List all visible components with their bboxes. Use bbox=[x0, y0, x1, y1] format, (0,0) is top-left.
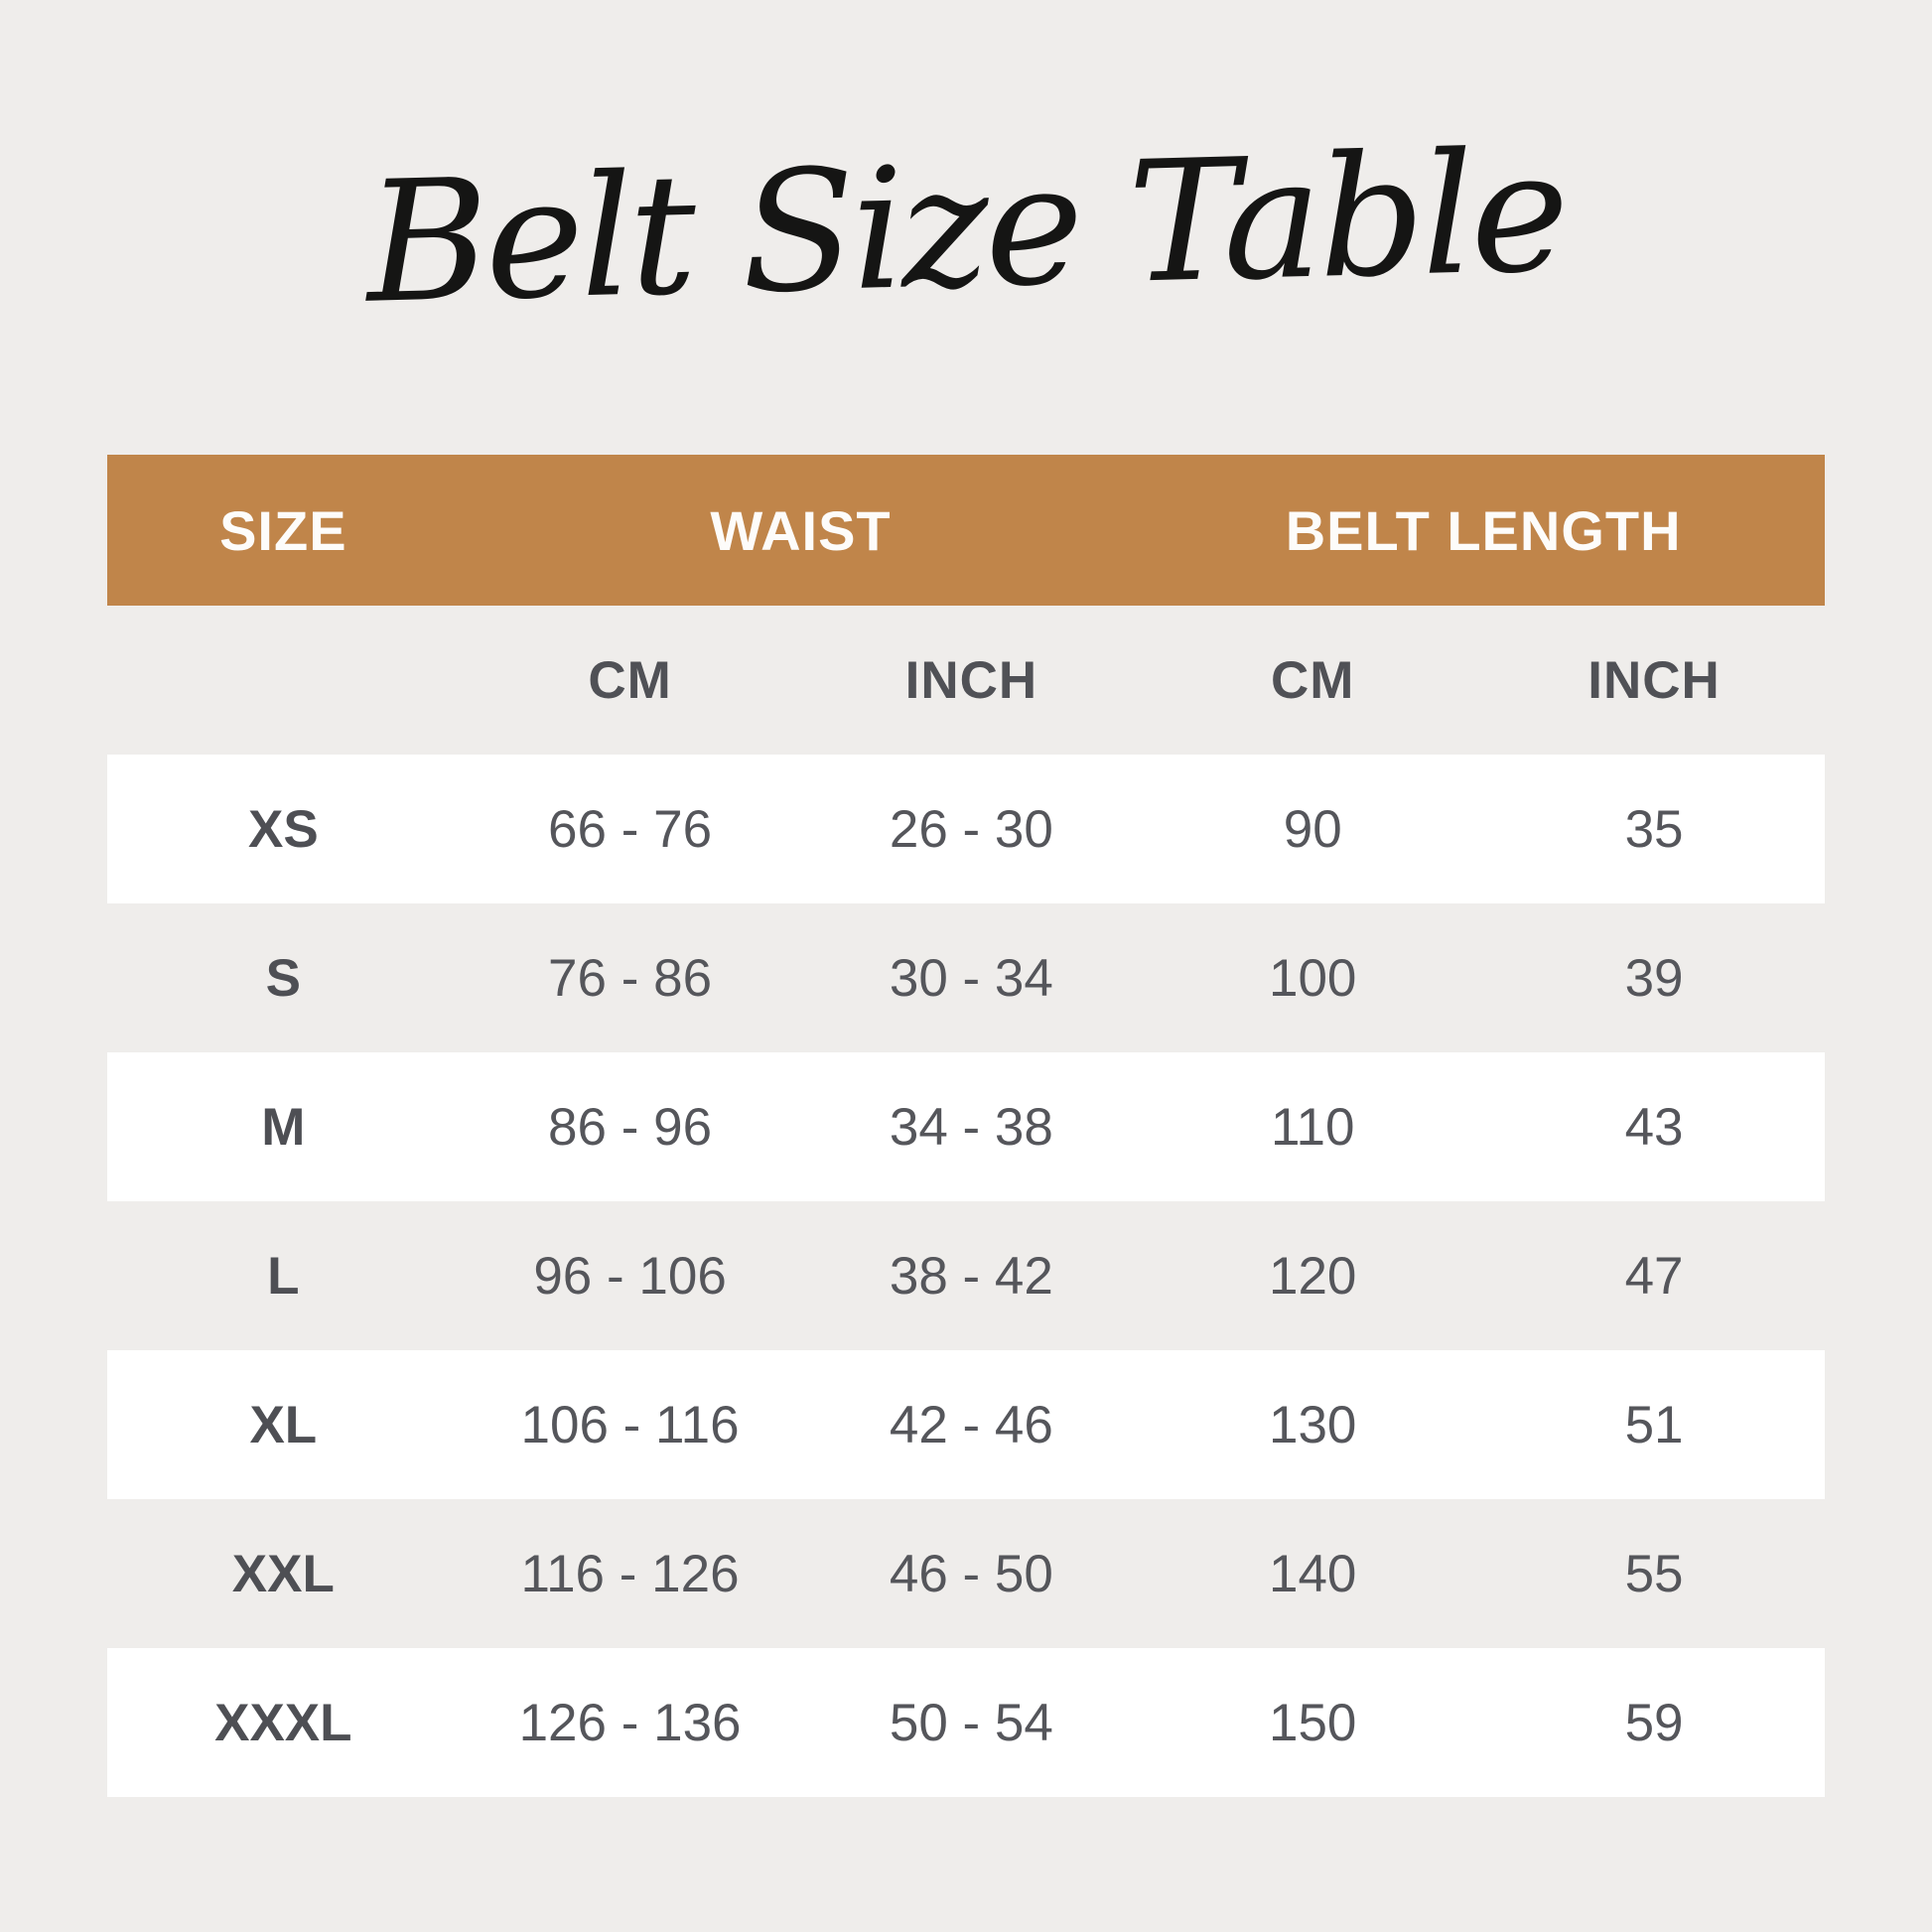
waist-inch-cell: 30 - 34 bbox=[889, 948, 1053, 1008]
title-area bbox=[0, 0, 1932, 455]
subheader-belt-inch: INCH bbox=[1587, 650, 1721, 710]
subheader-waist-cm: CM bbox=[588, 650, 672, 710]
waist-cm-cell: 96 - 106 bbox=[533, 1246, 727, 1306]
size-cell: XXL bbox=[231, 1544, 335, 1603]
belt-cm-cell: 120 bbox=[1268, 1246, 1357, 1306]
belt-size-table bbox=[107, 455, 1825, 1797]
waist-cm-cell: 126 - 136 bbox=[518, 1693, 742, 1752]
header-belt-length: BELT LENGTH bbox=[1285, 498, 1682, 562]
waist-cm-cell: 76 - 86 bbox=[548, 948, 713, 1008]
waist-cm-cell: 66 - 76 bbox=[548, 799, 713, 859]
subheader-waist-inch: INCH bbox=[904, 650, 1038, 710]
belt-inch-cell: 51 bbox=[1624, 1395, 1684, 1454]
size-cell: XXXL bbox=[214, 1693, 352, 1752]
belt-cm-cell: 140 bbox=[1268, 1544, 1357, 1603]
belt-cm-cell: 150 bbox=[1268, 1693, 1357, 1752]
table-row-xxxl bbox=[107, 1648, 1825, 1797]
belt-cm-cell: 110 bbox=[1270, 1097, 1355, 1157]
size-cell: M bbox=[261, 1097, 306, 1157]
belt-inch-cell: 59 bbox=[1624, 1693, 1684, 1752]
belt-cm-cell: 100 bbox=[1268, 948, 1357, 1008]
waist-inch-cell: 46 - 50 bbox=[889, 1544, 1053, 1603]
size-cell: XL bbox=[249, 1395, 318, 1454]
size-cell: XS bbox=[247, 799, 319, 859]
subheader-belt-cm: CM bbox=[1270, 650, 1355, 710]
belt-inch-cell: 55 bbox=[1624, 1544, 1684, 1603]
waist-cm-cell: 106 - 116 bbox=[520, 1395, 740, 1454]
table-row-xl bbox=[107, 1350, 1825, 1499]
table-row-l bbox=[107, 1201, 1825, 1350]
page-title: Belt Size Table bbox=[363, 114, 1569, 341]
table-row-s bbox=[107, 903, 1825, 1052]
waist-inch-cell: 42 - 46 bbox=[889, 1395, 1053, 1454]
table-header-row bbox=[107, 455, 1825, 606]
waist-cm-cell: 116 - 126 bbox=[520, 1544, 740, 1603]
header-waist: WAIST bbox=[710, 498, 892, 562]
belt-inch-cell: 43 bbox=[1624, 1097, 1684, 1157]
waist-cm-cell: 86 - 96 bbox=[548, 1097, 713, 1157]
header-size: SIZE bbox=[219, 498, 347, 562]
waist-inch-cell: 50 - 54 bbox=[889, 1693, 1053, 1752]
table-row-xs bbox=[107, 755, 1825, 903]
table-row-xxl bbox=[107, 1499, 1825, 1648]
waist-inch-cell: 26 - 30 bbox=[889, 799, 1053, 859]
belt-inch-cell: 39 bbox=[1624, 948, 1684, 1008]
table-subheader-row bbox=[107, 606, 1825, 755]
size-cell: L bbox=[267, 1246, 300, 1306]
table-row-m bbox=[107, 1052, 1825, 1201]
belt-inch-cell: 35 bbox=[1624, 799, 1684, 859]
belt-cm-cell: 130 bbox=[1268, 1395, 1357, 1454]
size-cell: S bbox=[265, 948, 301, 1008]
belt-cm-cell: 90 bbox=[1283, 799, 1342, 859]
belt-inch-cell: 47 bbox=[1624, 1246, 1684, 1306]
waist-inch-cell: 38 - 42 bbox=[889, 1246, 1053, 1306]
waist-inch-cell: 34 - 38 bbox=[889, 1097, 1053, 1157]
